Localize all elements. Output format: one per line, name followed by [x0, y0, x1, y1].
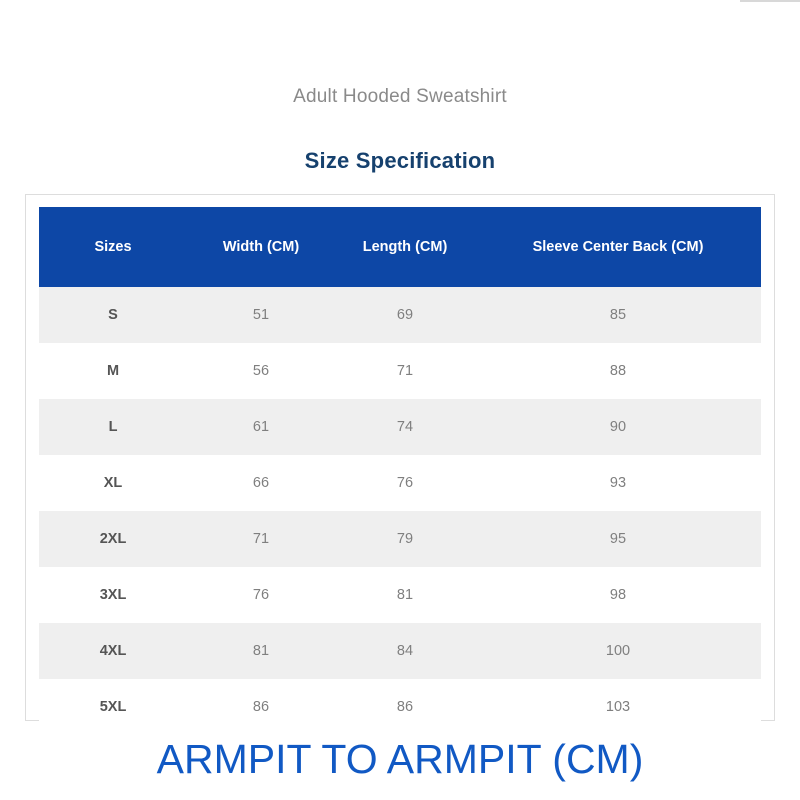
cell-size: M [39, 343, 187, 399]
cell-size: 4XL [39, 623, 187, 679]
cell-length: 71 [335, 343, 475, 399]
table-row [39, 511, 761, 567]
cell-size: XL [39, 455, 187, 511]
column-header-sizes: Sizes [39, 207, 187, 287]
cell-sleeve: 100 [475, 623, 761, 679]
cell-sleeve: 103 [475, 679, 761, 735]
table-row [39, 343, 761, 399]
table-row [39, 623, 761, 679]
cell-size: 2XL [39, 511, 187, 567]
cell-width: 56 [187, 343, 335, 399]
cell-length: 76 [335, 455, 475, 511]
cell-sleeve: 95 [475, 511, 761, 567]
cell-width: 66 [187, 455, 335, 511]
column-header-length: Length (CM) [335, 207, 475, 287]
cell-length: 86 [335, 679, 475, 735]
footer-note: ARMPIT TO ARMPIT (CM) [156, 736, 644, 782]
cell-sleeve: 98 [475, 567, 761, 623]
table-row [39, 455, 761, 511]
product-subtitle: Adult Hooded Sweatshirt [293, 86, 507, 107]
cell-length: 81 [335, 567, 475, 623]
cell-length: 84 [335, 623, 475, 679]
cell-width: 76 [187, 567, 335, 623]
table-row [39, 287, 761, 343]
size-specification-table [39, 207, 761, 735]
page-title: Size Specification [304, 148, 496, 173]
cell-size: L [39, 399, 187, 455]
cell-sleeve: 93 [475, 455, 761, 511]
cell-length: 69 [335, 287, 475, 343]
cell-size: S [39, 287, 187, 343]
table-body [39, 287, 761, 735]
cell-width: 86 [187, 679, 335, 735]
cell-width: 61 [187, 399, 335, 455]
column-header-width: Width (CM) [187, 207, 335, 287]
cell-length: 74 [335, 399, 475, 455]
cell-sleeve: 88 [475, 343, 761, 399]
cell-width: 81 [187, 623, 335, 679]
cell-size: 5XL [39, 679, 187, 735]
table-header-row [39, 207, 761, 287]
table-header [39, 207, 761, 287]
table-row [39, 679, 761, 735]
column-header-sleeve-center-back: Sleeve Center Back (CM) [475, 207, 761, 287]
cell-width: 51 [187, 287, 335, 343]
cell-sleeve: 85 [475, 287, 761, 343]
cell-length: 79 [335, 511, 475, 567]
top-divider [740, 0, 800, 2]
cell-size: 3XL [39, 567, 187, 623]
cell-width: 71 [187, 511, 335, 567]
table-row [39, 567, 761, 623]
cell-sleeve: 90 [475, 399, 761, 455]
table-row [39, 399, 761, 455]
